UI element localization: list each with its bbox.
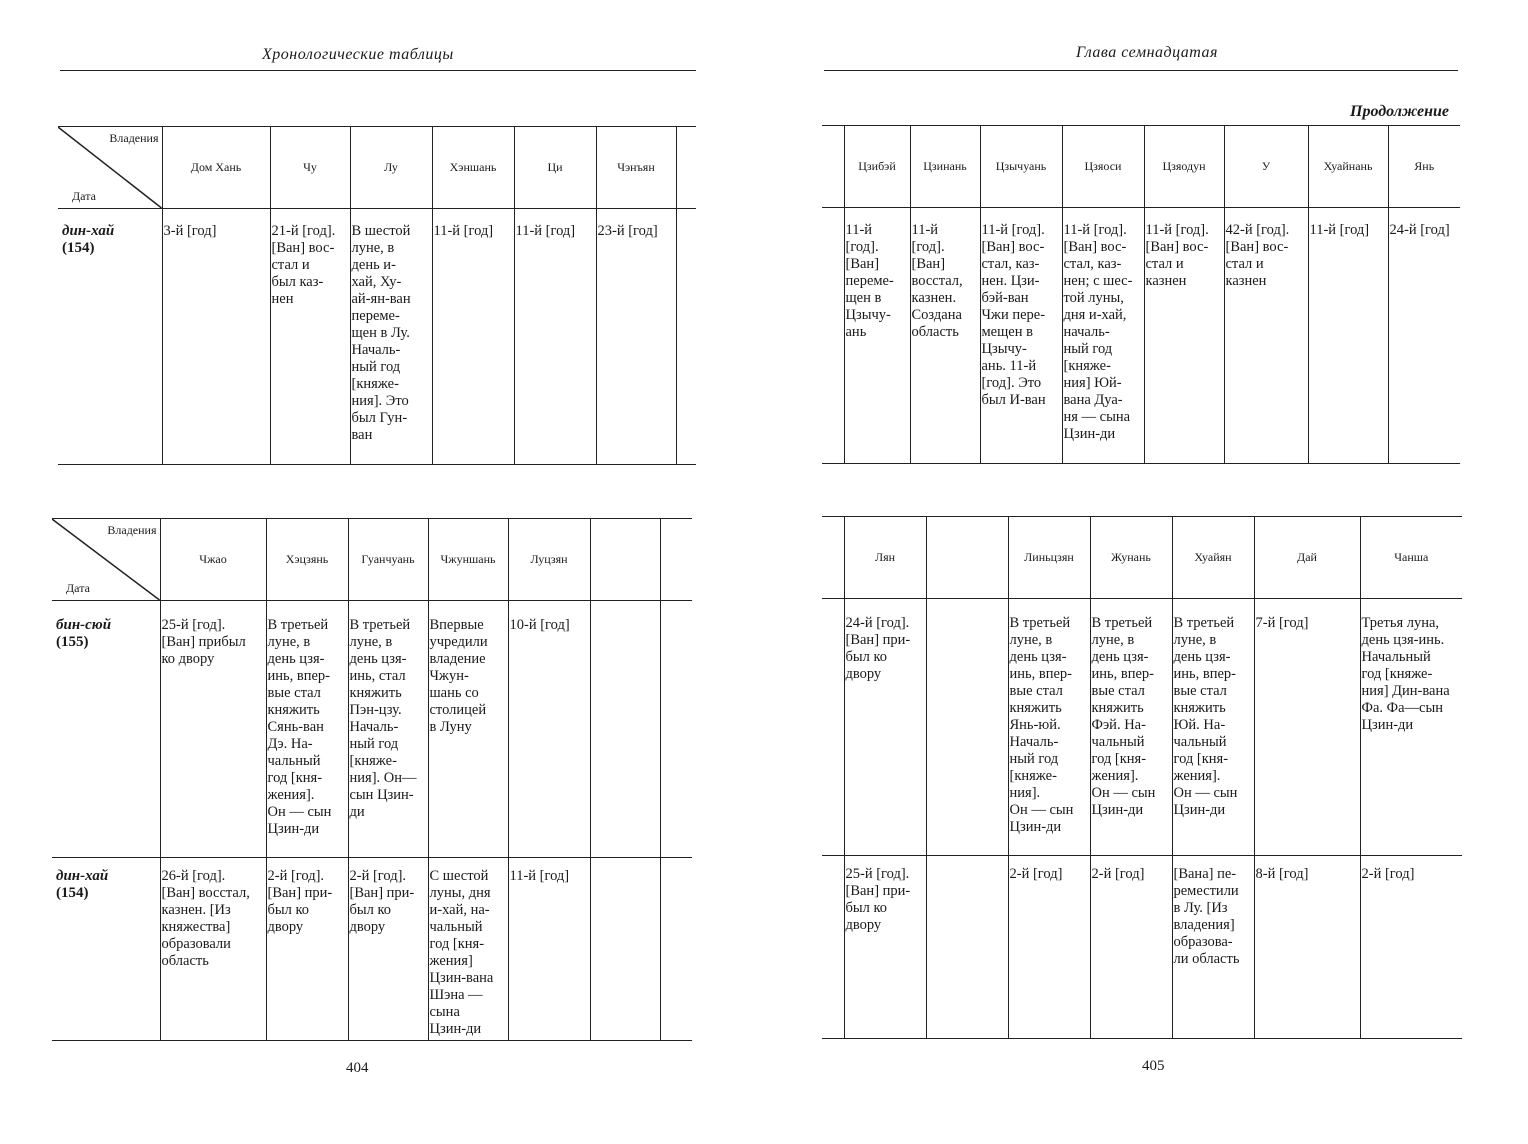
table-cell [844,208,910,464]
table-row [58,209,696,465]
cell-text: 11-й [год] [1309,222,1370,238]
right-table-2 [822,516,1462,1039]
column-header: Цзяоси [1062,126,1144,208]
table-cell [1090,856,1172,1039]
column-header: Цзинань [910,126,980,208]
table-cell [980,208,1062,464]
cell-text: 23-й [год] [597,223,658,239]
cell-text: В третьей луне, в день цзя- инь, впер- вые стал княжить Фэй. На- чальный год [кня- жения]. Он — сын Цзин-ди [1091,615,1156,818]
cell-text: 2-й [год]. [Ван] при- был ко двору [267,868,333,935]
running-head-right: Глава семнадцатая [1076,44,1218,61]
table-row [822,208,1460,464]
empty-column-header [822,517,844,599]
continuation-label: Продолжение [1350,103,1449,120]
page-number-right: 405 [1142,1058,1165,1074]
column-header: Цзяодун [1144,126,1224,208]
cell-text: 11-й [год] [515,223,576,239]
cell-text: С шестой луны, дня и-хай, на- чальный год [кня- жения] Цзин-вана Шэна — сына Цзин-ди [429,868,494,1037]
table-cell [160,858,266,1041]
cell-text: 7-й [год] [1255,615,1309,631]
empty-column-header [660,519,692,601]
cell-text: 8-й [год] [1255,866,1309,882]
column-header: Хуайян [1172,517,1254,599]
empty-cell [676,209,696,465]
column-header: Луцзян [508,519,590,601]
cell-text: 2-й [год] [1361,866,1415,882]
running-head-left: Хронологические таблицы [262,46,454,63]
corner-label-domains: Владения [109,131,159,145]
table-cell [508,601,590,858]
empty-cell [822,208,844,464]
table-cell [514,209,596,465]
corner-label-date: Дата [66,581,90,595]
cell-text: В третьей луне, в день цзя- инь, впер- вые стал княжить Янь-юй. Началь- ный год [княже- ния]. Он — сын Цзин-ди [1009,615,1074,835]
cell-text: Третья луна, день цзя-инь. Начальный год [княже- ния] Дин-вана Фа. Фа—сын Цзин-ди [1361,615,1450,733]
column-header: Ци [514,127,596,209]
date-cell [52,858,160,1041]
corner-header [52,519,160,601]
column-header: Чжуншань [428,519,508,601]
left-table-2 [52,518,692,1041]
cell-text: В третьей луне, в день цзя- инь, стал княжить Пэн-цзу. Началь- ный год [княже- ния]. Он— сын Цзин- ди [349,617,417,820]
date-year: (155) [56,634,89,650]
table-cell [844,856,926,1039]
table-header-row [58,127,696,209]
column-header: Линьцзян [1008,517,1090,599]
table-cell [508,858,590,1041]
table-cell [1254,856,1360,1039]
column-header: Чжао [160,519,266,601]
table-cell [1308,208,1388,464]
date-cyclic-name: бин-сюй [56,617,112,633]
cell-text: Впервые учредили владение Чжун- шань со столицей в Луну [429,617,488,735]
cell-text: 24-й [год]. [Ван] при- был ко двору [845,615,911,682]
column-header [590,519,660,601]
table-row [52,601,692,858]
cell-text: В третьей луне, в день цзя- инь, впер- вые стал княжить Юй. На- чальный год [кня- жения]. Он — сын Цзин-ди [1173,615,1238,818]
table-cell [1008,856,1090,1039]
cell-text: 11-й [год]. [Ван] переме- щен в Цзычу- ань [845,222,894,340]
empty-cell [822,856,844,1039]
table-cell [590,601,660,858]
table-cell [590,858,660,1041]
table-header-row [822,126,1460,208]
cell-text: 2-й [год]. [Ван] при- был ко двору [349,868,415,935]
date-cell [58,209,162,465]
cell-text: 2-й [год] [1009,866,1063,882]
right-page [764,0,1528,1144]
cell-text: 21-й [год]. [Ван] вос- стал и был каз- нен [271,223,336,307]
table-cell [350,209,432,465]
cell-text: 2-й [год] [1091,866,1145,882]
table-cell [348,601,428,858]
table-header-row [52,519,692,601]
empty-cell [822,599,844,856]
table-cell [1090,599,1172,856]
empty-column-header [676,127,696,209]
empty-column-header [822,126,844,208]
table-cell [926,856,1008,1039]
corner-label-domains: Владения [107,523,157,537]
table-row [52,858,692,1041]
table-row [822,856,1462,1039]
cell-text: 42-й [год]. [Ван] вос- стал и казнен [1225,222,1290,289]
date-year: (154) [56,885,89,901]
cell-text: 24-й [год] [1389,222,1450,238]
column-header: Жунань [1090,517,1172,599]
date-cyclic-name: дин-хай [62,223,115,239]
table-cell [1360,599,1462,856]
cell-text: [Вана] пе- реместили в Лу. [Из владения] образова- ли область [1173,866,1240,967]
table-cell [266,858,348,1041]
cell-text: 26-й [год]. [Ван] восстал, казнен. [Из княжества] образовали область [161,868,250,969]
table-cell [910,208,980,464]
table-cell [596,209,676,465]
table-cell [1172,599,1254,856]
table-cell [1224,208,1308,464]
column-header: Лян [844,517,926,599]
cell-text: 3-й [год] [163,223,217,239]
cell-text: 11-й [год]. [Ван] вос- стал, каз- нен; с шес- той луны, дня и-хай, началь- ный год [княже- ния] Юй- вана Дуа- ня — сына Цзин-ди [1063,222,1133,442]
cell-text: 11-й [год]. [Ван] вос- стал и казнен [1145,222,1209,289]
column-header: Хуайнань [1308,126,1388,208]
cell-text: 11-й [год] [433,223,494,239]
table-header-row [822,517,1462,599]
empty-cell [660,858,692,1041]
column-header: У [1224,126,1308,208]
column-header: Гуанчуань [348,519,428,601]
table-cell [270,209,350,465]
cell-text: В третьей луне, в день цзя- инь, впер- вые стал княжить Сянь-ван Дэ. На- чальный год [кня- жения]. Он — сын Цзин-ди [267,617,332,837]
column-header: Цзычуань [980,126,1062,208]
cell-text: 25-й [год]. [Ван] при- был ко двору [845,866,911,933]
column-header: Цзибэй [844,126,910,208]
column-header: Хэцзянь [266,519,348,601]
column-header: Дом Хань [162,127,270,209]
right-table-1 [822,125,1460,464]
table-cell [348,858,428,1041]
column-header: Дай [1254,517,1360,599]
column-header: Хэншань [432,127,514,209]
table-cell [1062,208,1144,464]
table-cell [1144,208,1224,464]
left-table-1 [58,126,696,465]
corner-header [58,127,162,209]
empty-cell [660,601,692,858]
table-cell [266,601,348,858]
table-cell [1008,599,1090,856]
column-header: Янь [1388,126,1460,208]
table-cell [926,599,1008,856]
table-cell [432,209,514,465]
head-rule-right [824,70,1458,71]
column-header [926,517,1008,599]
cell-text: В шестой луне, в день и- хай, Ху- ай-ян-ван переме- щен в Лу. Началь- ный год [княже- ния]. Это был Гун- ван [351,223,411,443]
table-cell [428,601,508,858]
date-cell [52,601,160,858]
cell-text: 11-й [год]. [Ван] вос- стал, каз- нен. Цзи- бэй-ван Чжи пере- мещен в Цзычу- ань. 11-й [год]. Это был И-ван [981,222,1046,408]
cell-text: 25-й [год]. [Ван] прибыл ко двору [161,617,246,667]
head-rule-left [60,70,696,71]
cell-text: 11-й [год]. [Ван] восстал, казнен. Создана область [911,222,963,340]
table-row [822,599,1462,856]
cell-text: 10-й [год] [509,617,570,633]
table-cell [428,858,508,1041]
table-cell [160,601,266,858]
table-cell [844,599,926,856]
table-cell [162,209,270,465]
table-cell [1360,856,1462,1039]
date-year: (154) [62,240,95,256]
column-header: Чэнъян [596,127,676,209]
column-header: Чу [270,127,350,209]
table-cell [1254,599,1360,856]
cell-text: 11-й [год] [509,868,570,884]
page-number-left: 404 [346,1060,369,1076]
column-header: Чанша [1360,517,1462,599]
table-cell [1172,856,1254,1039]
corner-label-date: Дата [72,189,96,203]
date-cyclic-name: дин-хай [56,868,109,884]
table-cell [1388,208,1460,464]
column-header: Лу [350,127,432,209]
